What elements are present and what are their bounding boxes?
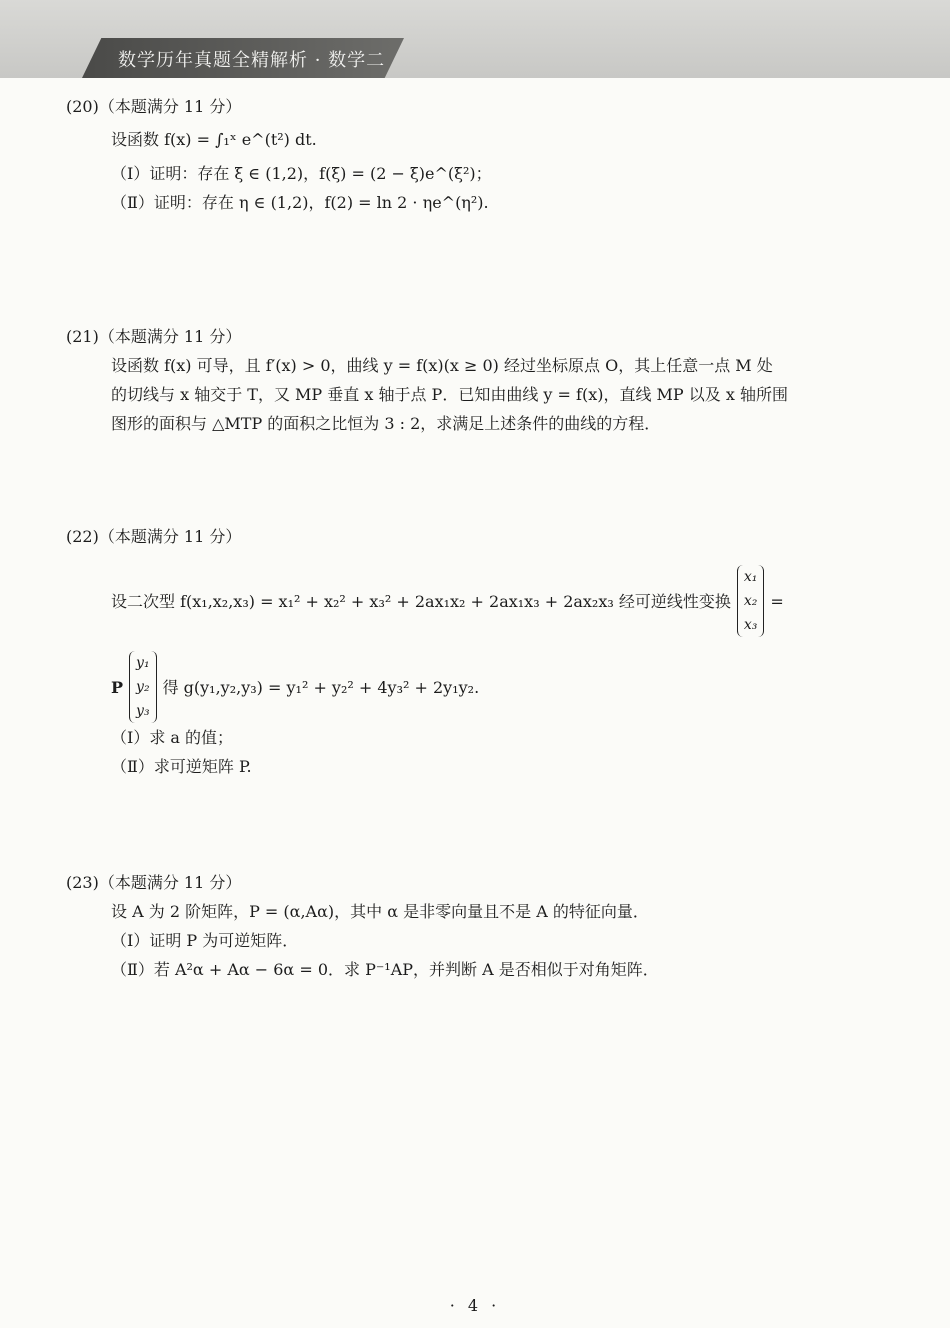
problem-heading: (22)（本题满分 11 分） bbox=[66, 527, 242, 546]
vector-y: y₁ y₂ y₃ bbox=[129, 651, 157, 723]
part-2: （Ⅱ）证明：存在 η ∈ (1,2)，f(2) = ln 2 · ηe^(η²). bbox=[111, 193, 489, 212]
header-title: 数学历年真题全精解析 · 数学二 bbox=[118, 50, 386, 71]
problem-heading: (20)（本题满分 11 分） bbox=[66, 97, 242, 116]
problem-statement-line: 图形的面积与 △MTP 的面积之比恒为 3 : 2，求满足上述条件的曲线的方程． bbox=[111, 414, 661, 433]
part-2: （Ⅱ）求可逆矩阵 P. bbox=[111, 757, 252, 776]
problem-23 bbox=[66, 868, 896, 984]
matrix-P: P bbox=[111, 677, 124, 697]
part-1: （Ⅰ）求 a 的值； bbox=[111, 728, 234, 747]
problem-statement-line: 的切线与 x 轴交于 T，又 MP 垂直 x 轴于点 P．已知由曲线 y = f(x)，直线 MP 以及 x 轴所围 bbox=[111, 385, 788, 404]
problem-statement-line: 设函数 f(x) 可导，且 f′(x) > 0，曲线 y = f(x)(x ≥ 0) 经过坐标原点 O，其上任意一点 M 处 bbox=[111, 356, 773, 375]
problem-heading: (23)（本题满分 11 分） bbox=[66, 873, 242, 892]
transformed-form: 得 g(y₁,y₂,y₃) = y₁² + y₂² + 4y₃² + 2y₁y₂. bbox=[162, 677, 480, 697]
problem-statement: 设 A 为 2 阶矩阵，P = (α,Aα)，其中 α 是非零向量且不是 A 的特征向量． bbox=[111, 902, 649, 921]
problem-21 bbox=[66, 322, 896, 438]
part-1: （Ⅰ）证明 P 为可逆矩阵． bbox=[111, 931, 299, 950]
problem-22 bbox=[66, 522, 896, 781]
page-number: · 4 · bbox=[449, 1296, 501, 1315]
equals-sign: = bbox=[770, 591, 784, 611]
problem-statement: 设函数 f(x) = ∫₁ˣ e^(t²) dt. bbox=[111, 130, 317, 149]
problem-20 bbox=[66, 92, 896, 217]
part-1: （Ⅰ）证明：存在 ξ ∈ (1,2)，f(ξ) = (2 − ξ)e^(ξ²)； bbox=[111, 164, 492, 183]
part-2: （Ⅱ）若 A²α + Aα − 6α = 0．求 P⁻¹AP，并判断 A 是否相似于对角矩阵． bbox=[111, 960, 659, 979]
vector-x: x₁ x₂ x₃ bbox=[737, 565, 765, 637]
quadratic-form: 设二次型 f(x₁,x₂,x₃) = x₁² + x₂² + x₃² + 2ax₁x₂ + 2ax₁x₃ + 2ax₂x₃ 经可逆线性变换 bbox=[111, 591, 731, 611]
problem-heading: (21)（本题满分 11 分） bbox=[66, 327, 242, 346]
